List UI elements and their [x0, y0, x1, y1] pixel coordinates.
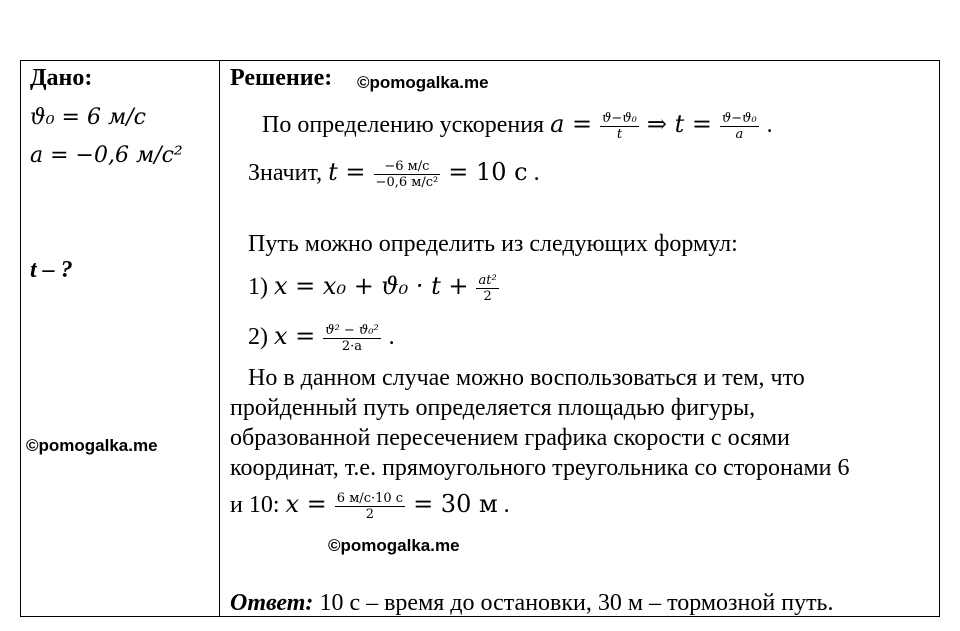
formula-2-end: . [388, 324, 395, 350]
formula-1-fraction [476, 273, 498, 304]
time-calc-end: . [533, 160, 540, 186]
find-unknown: t – ? [30, 257, 73, 283]
area-calc-end: . [503, 492, 510, 518]
column-divider [219, 61, 220, 616]
time-calc-eq: t = [328, 158, 366, 186]
time-calc-result: = 10 с [448, 158, 528, 186]
definition-line [262, 102, 773, 146]
time-calc-num: −6 м/с [374, 159, 441, 175]
watermark-top: ©pomogalka.me [357, 73, 489, 92]
area-calc-result: = 30 м [413, 490, 498, 518]
definition-eq: a = [550, 110, 593, 138]
formula-1 [248, 264, 501, 308]
formula-1-eq: x = x₀ + ϑ₀ · t + [274, 272, 469, 300]
formula-1-den: 2 [483, 288, 492, 304]
paragraph-line-3: образованной пересечением графика скорости с осями [230, 425, 790, 451]
solution-title: Решение: [230, 65, 333, 91]
area-calc-line [230, 482, 510, 526]
accel-fraction-den: t [616, 126, 623, 142]
given-v0: ϑ₀ = 6 м/с [30, 105, 146, 130]
formula-2-label: 2) [248, 324, 268, 350]
time-calc-intro: Значит, [248, 160, 323, 186]
area-calc-fraction [335, 491, 405, 522]
formula-2-fraction [323, 323, 380, 354]
watermark-left: ©pomogalka.me [26, 436, 158, 455]
formula-1-label: 1) [248, 274, 268, 300]
answer-text: 10 с – время до остановки, 30 м – тормозной путь. [319, 590, 834, 616]
time-eq: ⇒ t = [646, 110, 712, 138]
formula-2-den: 2·a [341, 338, 363, 354]
area-calc-den: 2 [365, 506, 375, 522]
time-calc-fraction [374, 159, 441, 190]
definition-intro: По определению ускорения [262, 112, 545, 138]
given-a: a = −0,6 м/с² [30, 143, 183, 168]
paragraph-line-2: пройденный путь определяется площадью фигуры, [230, 395, 756, 421]
answer-line [230, 589, 834, 617]
area-calc-num: 6 м/с·10 с [336, 490, 404, 506]
time-calc-line [248, 150, 540, 194]
formula-2-num: ϑ² − ϑ₀² [325, 322, 379, 338]
given-title: Дано: [30, 65, 93, 91]
answer-label: Ответ: [230, 590, 314, 616]
time-fraction-num: ϑ−ϑ₀ [721, 110, 757, 126]
accel-fraction-num: ϑ−ϑ₀ [602, 110, 637, 126]
paragraph-line-4: координат, т.е. прямоугольного треугольника со сторонами 6 [230, 455, 850, 481]
path-intro: Путь можно определить из следующих формул: [248, 231, 738, 257]
accel-fraction [600, 111, 639, 142]
time-fraction-den: a [735, 126, 744, 142]
definition-end: . [766, 112, 773, 138]
formula-2 [248, 314, 395, 358]
formula-2-eq: x = [274, 322, 316, 350]
formula-1-num: at² [478, 272, 497, 288]
paragraph-line-1: Но в данном случае можно воспользоваться и тем, что [248, 365, 805, 391]
area-calc-intro: и 10: [230, 492, 280, 518]
area-calc-eq: x = [285, 490, 327, 518]
time-fraction [720, 111, 759, 142]
watermark-bottom: ©pomogalka.me [328, 536, 460, 555]
time-calc-den: −0,6 м/с² [375, 174, 439, 190]
